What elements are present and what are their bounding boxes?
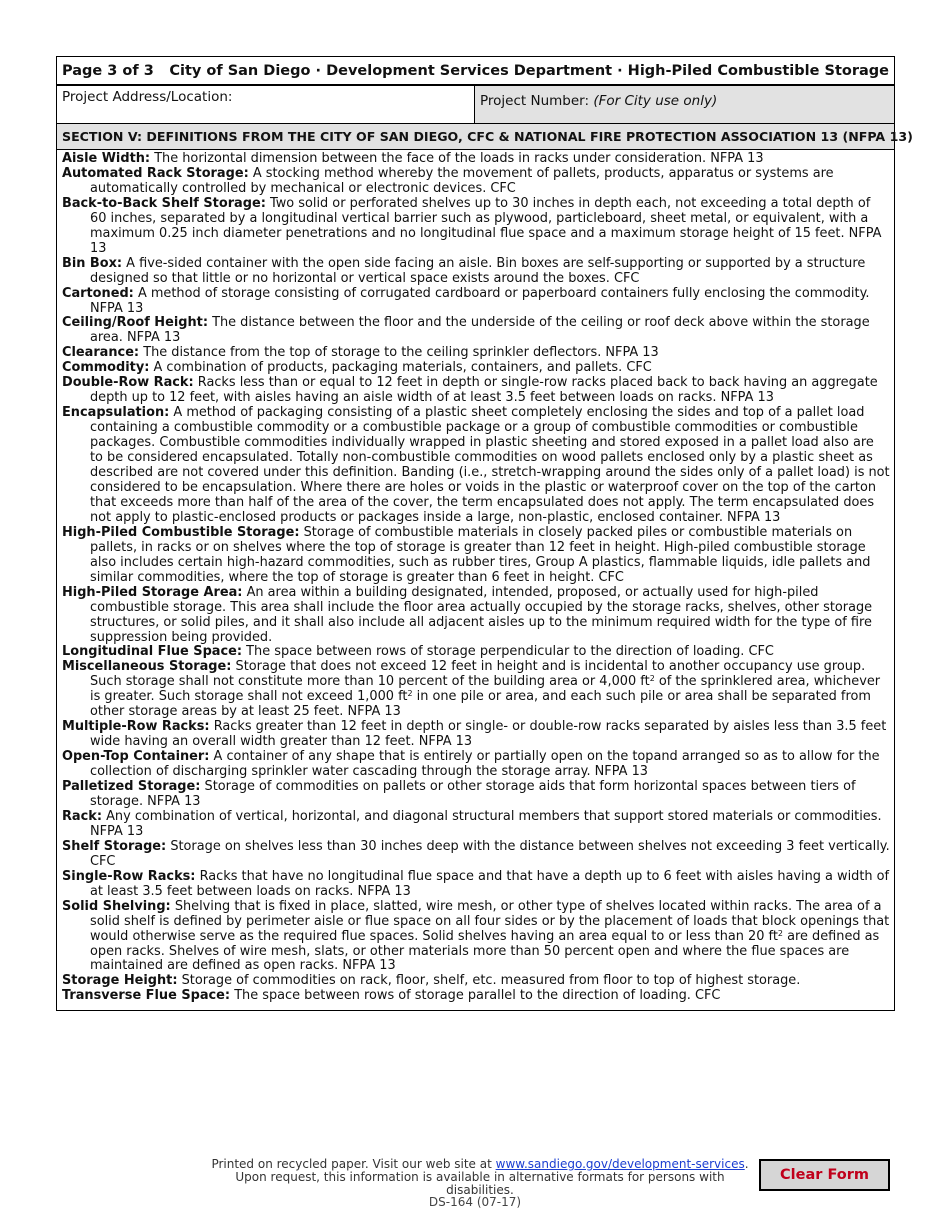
superscript: 2 — [649, 674, 655, 684]
definition-text: A combination of products, packaging materials, containers, and pallets. CFC — [153, 360, 652, 376]
project-number-note: (For City use only) — [593, 93, 718, 109]
definition-item — [62, 197, 890, 257]
definition-term: Ceiling/Roof Height: — [62, 315, 208, 331]
definition-item — [62, 989, 890, 1004]
project-address-label: Project Address/Location: — [62, 89, 233, 105]
definition-term: Storage Height: — [62, 973, 178, 989]
definition-term: Bin Box: — [62, 255, 123, 271]
definition-term: Encapsulation: — [62, 405, 170, 421]
clear-form-button[interactable]: Clear Form — [759, 1159, 890, 1191]
definition-term: Double-Row Rack: — [62, 375, 194, 391]
definition-item — [62, 361, 890, 376]
superscript: 2 — [407, 689, 413, 699]
definitions-list — [57, 150, 894, 1010]
definition-text: A stocking method whereby the movement of pallets, products, apparatus or systems are automatically controlled by mechanical or electronic devices. CFC — [90, 165, 834, 196]
definition-item — [62, 870, 890, 900]
definition-text: A method of packaging consisting of a plastic sheet completely enclosing the sides and top of a pallet load containing a combustible commodity or a combustible package or a group of combustible commodities or combustible packages. Combustible commodities individually wrapped in plastic sheeting and stored exposed in a pallet load also are to be considered encapsulated. Totally non-combustible commodities on wood pallets enclosed only by a plastic sheet as described are not covered under this definition. Banding (i.e., stretch-wrapping around the sides only of a pallet load) is not considered to be encapsulation. Where there are holes or voids in the plastic or waterproof cover on the top of the carton that exceeds more than half of the area of the cover, the term encapsulated does not apply. The term encapsulated does not apply to plastic-enclosed products or packages inside a large, non-plastic, enclosed container. NFPA 13 — [90, 405, 890, 525]
footer-line-1: Printed on recycled paper. Visit our web site at www.sandiego.gov/development-services. — [211, 1157, 749, 1171]
definition-item — [62, 645, 890, 660]
definition-text: Racks that have no longitudinal flue space and that have a depth up to 6 feet with aisles having a width of at least 3.5 feet between loads on racks. NFPA 13 — [90, 868, 890, 899]
definition-item — [62, 152, 890, 167]
definition-item — [62, 660, 890, 720]
definition-term: Solid Shelving: — [62, 898, 171, 914]
definition-text: in one pile or area, and each such pile or area shall be separated from other storage areas by at least 25 feet. NFPA 13 — [90, 689, 871, 720]
definition-item — [62, 810, 890, 840]
definition-text: A container of any shape that is entirely or partially open on the topand arranged so as to allow for the collection of discharging sprinkler water cascading through the storage array. NFPA 13 — [90, 749, 880, 780]
footer-note — [205, 1158, 755, 1197]
definition-item — [62, 346, 890, 361]
definition-text: Two solid or perforated shelves up to 30 inches in depth each, not exceeding a total depth of 60 inches, separated by a longitudinal vertical barrier such as plywood, particleboard, sheet metal, or equivalent, with a maximum 0.25 inch diameter penetrations and no longitudinal flue space and a maximum storage height of 15 feet. NFPA 13 — [90, 195, 882, 256]
footer-line-2: Upon request, this information is available in alternative formats for persons with disabilities. — [235, 1170, 725, 1197]
definition-text: A five-sided container with the open side facing an aisle. Bin boxes are self-supporting or supported by a structure designed so that little or no horizontal or vertical space exists around the boxes. CFC — [90, 255, 866, 286]
project-number-label: Project Number: — [480, 93, 590, 109]
page-number: Page 3 of 3 — [62, 62, 154, 79]
definition-text: Shelving that is fixed in place, slatted, wire mesh, or other type of shelves located within racks. The area of a solid shelf is defined by perimeter aisle or flue space on all four sides or by the placement of loads that block openings that would otherwise serve as the required flue spaces. Solid shelves having an area equal to or less than 20 ft — [90, 898, 890, 944]
definition-item — [62, 406, 890, 526]
definition-term: Commodity: — [62, 360, 150, 376]
definition-item — [62, 780, 890, 810]
definition-text: Storage of commodities on pallets or other storage aids that form horizontal spaces between tiers of storage. NFPA 13 — [90, 779, 856, 809]
project-row — [57, 86, 894, 124]
section-title: SECTION V: DEFINITIONS FROM THE CITY OF SAN DIEGO, CFC & NATIONAL FIRE PROTECTION ASSOCIATION 13 (NFPA 13) — [57, 124, 894, 150]
definition-item — [62, 257, 890, 287]
definition-term: Open-Top Container: — [62, 749, 210, 765]
form-page — [56, 56, 913, 1011]
website-link[interactable]: www.sandiego.gov/development-services — [495, 1157, 745, 1171]
definition-item — [62, 900, 890, 975]
definition-item — [62, 720, 890, 750]
definition-item — [62, 316, 890, 346]
project-number-field — [475, 86, 894, 123]
definition-term: Rack: — [62, 808, 102, 824]
definition-text: Storage of commodities on rack, floor, shelf, etc. measured from floor to top of highest storage. — [181, 973, 801, 989]
definition-item — [62, 376, 890, 406]
page-title: City of San Diego · Development Services Department · High-Piled Combustible Storage — [169, 62, 889, 79]
definition-term: Palletized Storage: — [62, 779, 201, 795]
definition-item — [62, 526, 890, 586]
definition-term: Single-Row Racks: — [62, 868, 196, 884]
definition-item — [62, 167, 890, 197]
definition-text: The distance between the floor and the underside of the ceiling or roof deck above within the storage area. NFPA 13 — [90, 315, 870, 346]
definition-term: Multiple-Row Racks: — [62, 719, 210, 735]
project-address-field[interactable] — [57, 86, 475, 123]
definition-text: Storage of combustible materials in closely packed piles or combustible materials on pallets, in racks or on shelves where the top of storage is greater than 12 feet in height. High-piled combustible storage also includes certain high-hazard commodities, such as rubber tires, Group A plastics, flammable liquids, idle pallets and similar commodities, where the top of storage is greater than 6 feet in height. CFC — [90, 524, 871, 585]
definition-text: are defined as open racks. Shelves of wire mesh, slats, or other materials more than 50 percent open and where the flue spaces are maintained are defined as open racks. NFPA 13 — [90, 928, 880, 974]
definition-term: High-Piled Storage Area: — [62, 584, 243, 600]
definition-item — [62, 974, 890, 989]
definition-text: Racks less than or equal to 12 feet in depth or single-row racks placed back to back having an aggregate depth up to 12 feet, with aisles having an aisle width of at least 3.5 feet between loads on racks. NFPA 13 — [90, 375, 878, 406]
definition-item — [62, 840, 890, 870]
definition-text: Storage that does not exceed 12 feet in height and is incidental to another occupancy use group. Such storage shall not constitute more than 10 percent of the building area or 4,000 ft — [90, 659, 866, 690]
definition-text: The space between rows of storage perpendicular to the direction of loading. CFC — [246, 644, 774, 660]
form-code: DS-164 (07-17) — [428, 1195, 522, 1209]
definition-text: Storage on shelves less than 30 inches deep with the distance between shelves not exceeding 3 feet vertically. CFC — [90, 838, 890, 869]
definition-term: Transverse Flue Space: — [62, 988, 231, 1004]
definition-item — [62, 586, 890, 646]
definition-item — [62, 287, 890, 317]
definition-item — [62, 750, 890, 780]
definition-text: The horizontal dimension between the face of the loads in racks under consideration. NFPA 13 — [154, 151, 764, 166]
definition-term: Shelf Storage: — [62, 838, 167, 854]
page-header — [57, 57, 894, 86]
definition-text: The space between rows of storage parallel to the direction of loading. CFC — [234, 988, 721, 1004]
superscript: 2 — [777, 928, 783, 938]
definition-text: of the sprinklered area, whichever is greater. Such storage shall not exceed 1,000 ft — [90, 674, 881, 705]
definition-term: Cartoned: — [62, 285, 134, 301]
definition-term: Miscellaneous Storage: — [62, 659, 232, 675]
definition-text: An area within a building designated, intended, proposed, or actually used for high-piled combustible storage. This area shall include the floor area actually occupied by the storage racks, shelves, other storage structures, or solid piles, and it shall also include all adjacent aisles up to the minimum required width for the type of fire suppression being provided. — [90, 584, 873, 645]
definition-text: A method of storage consisting of corrugated cardboard or paperboard containers fully enclosing the commodity. NFPA 13 — [90, 285, 870, 316]
definition-term: High-Piled Combustible Storage: — [62, 524, 300, 540]
definition-text: The distance from the top of storage to the ceiling sprinkler deflectors. NFPA 13 — [143, 345, 659, 361]
definition-term: Automated Rack Storage: — [62, 165, 249, 181]
definition-term: Aisle Width: — [62, 151, 151, 166]
definition-text: Any combination of vertical, horizontal, and diagonal structural members that support stored materials or commodities. NFPA 13 — [90, 808, 882, 839]
definition-text: Racks greater than 12 feet in depth or single- or double-row racks separated by aisles less than 3.5 feet wide having an overall width greater than 12 feet. NFPA 13 — [90, 719, 887, 750]
definition-term: Longitudinal Flue Space: — [62, 644, 243, 660]
definition-term: Back-to-Back Shelf Storage: — [62, 195, 266, 211]
definition-term: Clearance: — [62, 345, 140, 361]
